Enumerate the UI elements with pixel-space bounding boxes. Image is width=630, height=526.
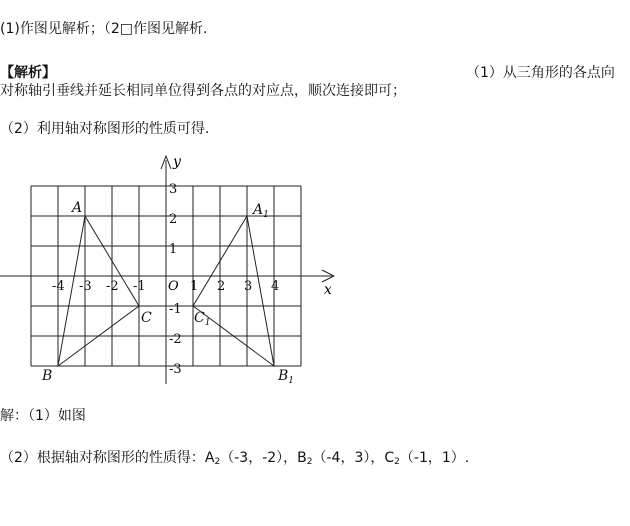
point-name: A [72,200,83,216]
point-label [194,310,210,328]
solution-part1: 解：（1）如图 [0,408,86,424]
y-tick-label: -1 [169,302,182,317]
x-tick-label: -3 [79,279,92,294]
solution-end: . [464,450,470,466]
separator-2: ， [370,450,385,466]
x-axis-label: x [324,282,332,298]
separator-1: ， [283,450,298,466]
y-tick-label: 2 [169,212,178,227]
c2-name: C [384,450,395,466]
answer-line: (1)作图见解析；（2□作图见解析. [0,21,208,37]
x-tick-label: -4 [52,279,65,294]
triangle-abc [58,216,139,366]
y-axis-label: y [173,154,181,170]
point-label [41,368,52,384]
point-label [251,202,269,220]
point-name: B [278,368,289,384]
y-tick-label: -3 [169,362,182,377]
x-axis [0,270,334,282]
point-name: B [42,368,53,384]
solution-part2 [0,447,469,467]
b2-name: B [297,450,307,466]
analysis-part1-tail: 对称轴引垂线并延长相同单位得到各点的对应点，顺次连接即可； [0,83,406,99]
x-tick-label: -1 [133,279,146,294]
analysis-part1-head: （1）从三角形的各点向 [466,65,615,81]
point-subscript: 1 [204,318,211,328]
c2-sub: 2 [394,457,400,467]
y-tick-label: 3 [169,182,178,197]
a2-sub: 2 [214,457,221,467]
point-label [70,200,82,216]
y-tick-label: 1 [169,242,178,257]
solution-part2-prefix: （2）根据轴对称图形的性质得： [0,450,205,466]
x-tick-label: 1 [190,279,199,294]
point-label [277,368,294,386]
coordinate-figure [0,150,350,390]
analysis-part2: （2）利用轴对称图形的性质可得. [0,121,210,137]
triangle-a1b1c1 [193,216,274,366]
point-subscript: 1 [288,376,295,386]
x-tick-label: -2 [106,279,119,294]
point-name: C [141,310,152,326]
x-tick-label: 2 [217,279,226,294]
a2-name: A [204,450,215,466]
x-tick-label: 3 [244,279,253,294]
a2-coords: （-3，-2） [220,450,284,466]
x-tick-label: 4 [271,279,280,294]
point-subscript: 1 [263,210,269,220]
c2-coords: （-1，1） [399,450,465,466]
analysis-tag: 【解析】 [0,65,56,81]
point-name: A [253,202,264,218]
point-label [141,310,152,326]
b2-coords: （-4，3） [312,450,371,466]
b2-sub: 2 [306,457,313,467]
origin-label: O [168,279,179,294]
point-name: C [194,310,205,326]
y-tick-label: -2 [169,332,182,347]
